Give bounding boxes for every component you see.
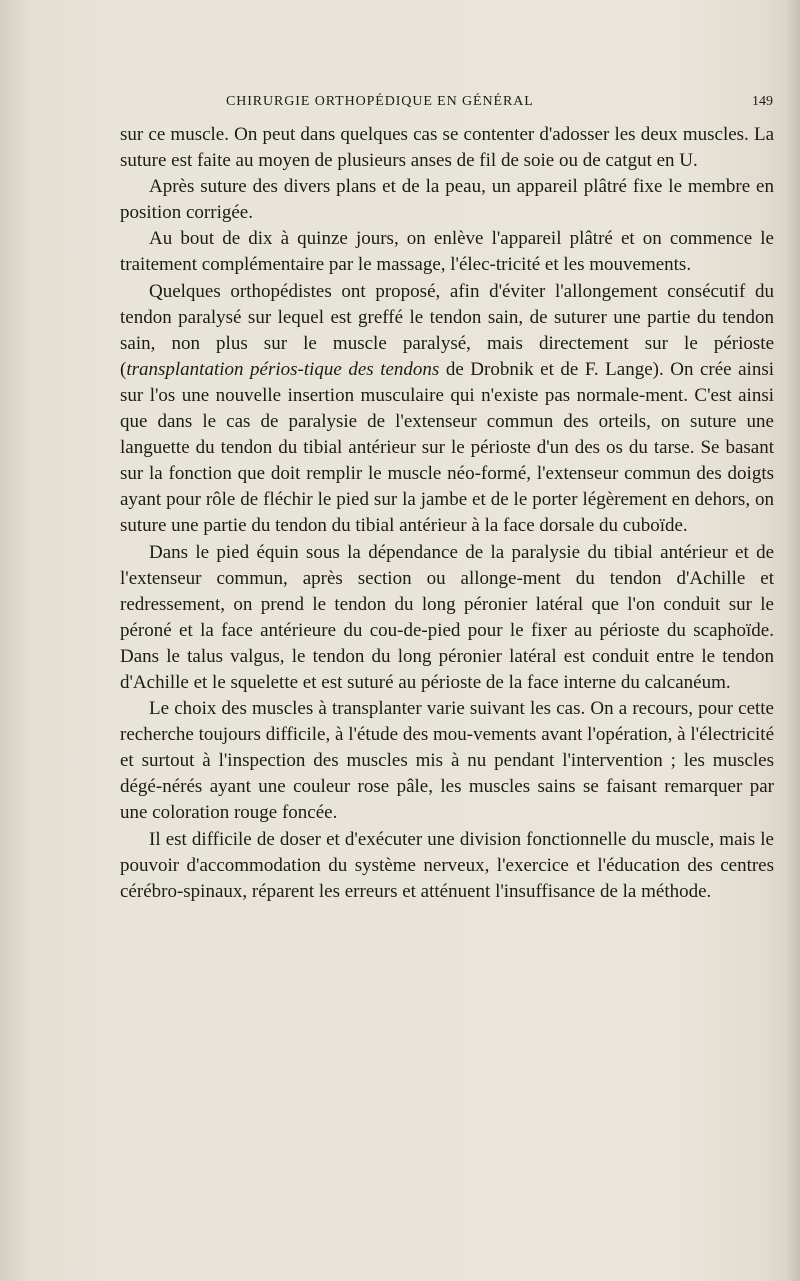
page-header: [0, 94, 800, 118]
page-edge-shadow: [786, 0, 800, 1281]
page-number: 149: [752, 94, 773, 109]
orthopedists-text-end: de Drobnik et de F. Lange). On crée ainsi sur l'os une nouvelle insertion musculaire qui n'existe pas normale-ment. C'est ainsi que dans le cas de paralysie de l'extenseur commun des orteils, on suture une languette du tendon du tibial antérieur sur le périoste d'un des os du tarse. Se basant sur la fonction que doit remplir le muscle néo-formé, l'extenseur commun des doigts ayant pour rôle de fléchir le pied sur la jambe et de le porter légèrement en dehors, on suture une partie du tendon du tibial antérieur à la face dorsale du cuboïde.: [120, 358, 774, 537]
paragraph-conclusion: Il est difficile de doser et d'exécuter une division fonctionnelle du muscle, mais le pouvoir d'accommodation du système nerveux, l'exercice et l'éducation des centres cérébro-spinaux, réparent les erreurs et atténuent l'insuffisance de la méthode.: [120, 828, 774, 902]
paragraph-equinus: Dans le pied équin sous la dépendance de la paralysie du tibial antérieur et de l'extenseur commun, après section ou allonge-ment du tendon d'Achille et redressement, on prend le tendon du long péronier latéral que l'on conduit sur le péroné et la face antérieure du cou-de-pied pour le fixer au périoste du scaphoïde. Dans le talus valgus, le tendon du long péronier latéral est conduit entre le tendon d'Achille et le squelette et est suturé au périoste de la face interne du calcanéum.: [120, 541, 774, 693]
running-title: CHIRURGIE ORTHOPÉDIQUE EN GÉNÉRAL: [226, 94, 534, 109]
orthopedists-italic-term: transplantation périos-tique des tendons: [126, 358, 440, 380]
body-text: [120, 122, 774, 905]
paragraph-muscle-choice: Le choix des muscles à transplanter varie suivant les cas. On a recours, pour cette recherche toujours difficile, à l'étude des mou-vements avant l'opération, à l'électricité et surtout à l'inspection des muscles mis à nu pendant l'intervention ; les muscles dégé-nérés ayant une couleur rose pâle, les muscles sains se faisant remarquer par une coloration rouge foncée.: [120, 698, 774, 824]
orthopedists-text-start: Quelques orthopédistes ont proposé, afin d'éviter l'allongement consécutif du tendon paralysé sur lequel est greffé le tendon sain, de suturer une partie du tendon sain, non plus sur le muscle paralysé, mais directement sur le périoste (: [120, 280, 774, 380]
paragraph-suture: sur ce muscle. On peut dans quelques cas se contenter d'adosser les deux muscles. La suture est faite au moyen de plusieurs anses de fil de soie ou de catgut en U.: [120, 124, 774, 172]
paragraph-treatment: Au bout de dix à quinze jours, on enlève l'appareil plâtré et on commence le traitement complémentaire par le massage, l'élec-tricité et les mouvements.: [120, 228, 774, 276]
paragraph-orthopedists: [120, 279, 774, 540]
paragraph-plaster: Après suture des divers plans et de la peau, un appareil plâtré fixe le membre en position corrigée.: [120, 176, 774, 224]
